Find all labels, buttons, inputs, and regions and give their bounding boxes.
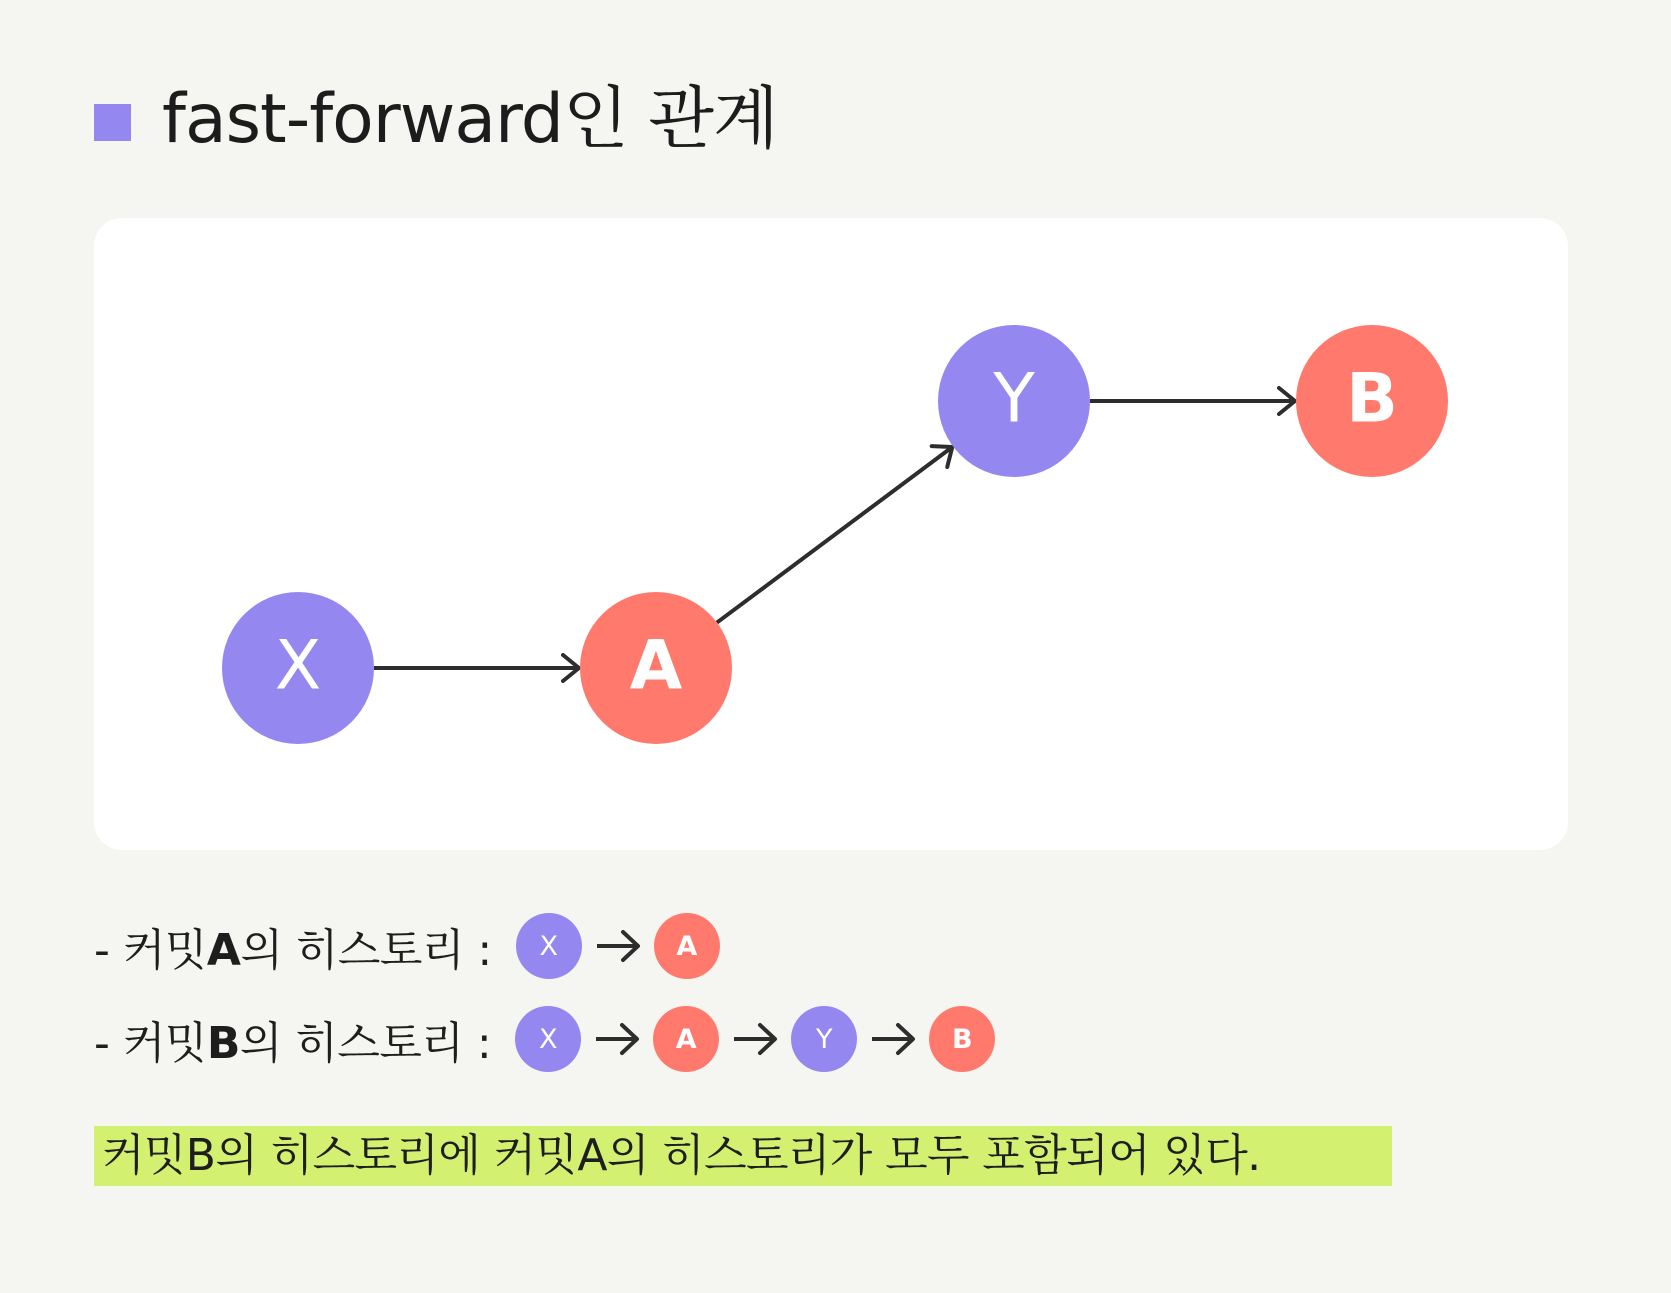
edge-a-to-y bbox=[717, 447, 952, 623]
commit-node-label: B bbox=[1346, 359, 1398, 439]
commit-b-history-row bbox=[94, 1004, 995, 1074]
conclusion-highlight: 커밋B의 히스토리에 커밋A의 히스토리가 모두 포함되어 있다. bbox=[94, 1126, 1392, 1186]
history-commit-chip-y: Y bbox=[791, 1006, 857, 1072]
history-commit-chip-x: X bbox=[515, 1006, 581, 1072]
commit-node-label: A bbox=[629, 626, 683, 706]
right-arrow-icon bbox=[582, 913, 654, 979]
history-commit-chip-x: X bbox=[516, 913, 582, 979]
history-commit-chip-a: A bbox=[654, 913, 720, 979]
right-arrow-icon bbox=[857, 1006, 929, 1072]
history-commit-chip-a: A bbox=[653, 1006, 719, 1072]
commit-a-history-row bbox=[94, 911, 720, 981]
title-marker-square bbox=[94, 104, 131, 141]
history-commit-chip-b: B bbox=[929, 1006, 995, 1072]
right-arrow-icon bbox=[581, 1006, 653, 1072]
history-chain bbox=[516, 913, 720, 979]
right-arrow-icon bbox=[719, 1006, 791, 1072]
commit-node-label: Y bbox=[993, 359, 1035, 439]
commit-node-label: X bbox=[274, 626, 322, 706]
history-label: - 커밋A의 히스토리 : bbox=[94, 925, 492, 976]
history-label: - 커밋B의 히스토리 : bbox=[94, 1018, 492, 1069]
commit-graph bbox=[94, 218, 1568, 850]
history-chain bbox=[515, 1006, 995, 1072]
page-title: fast-forward인 관계 bbox=[162, 80, 778, 159]
commit-graph-card bbox=[94, 218, 1568, 850]
